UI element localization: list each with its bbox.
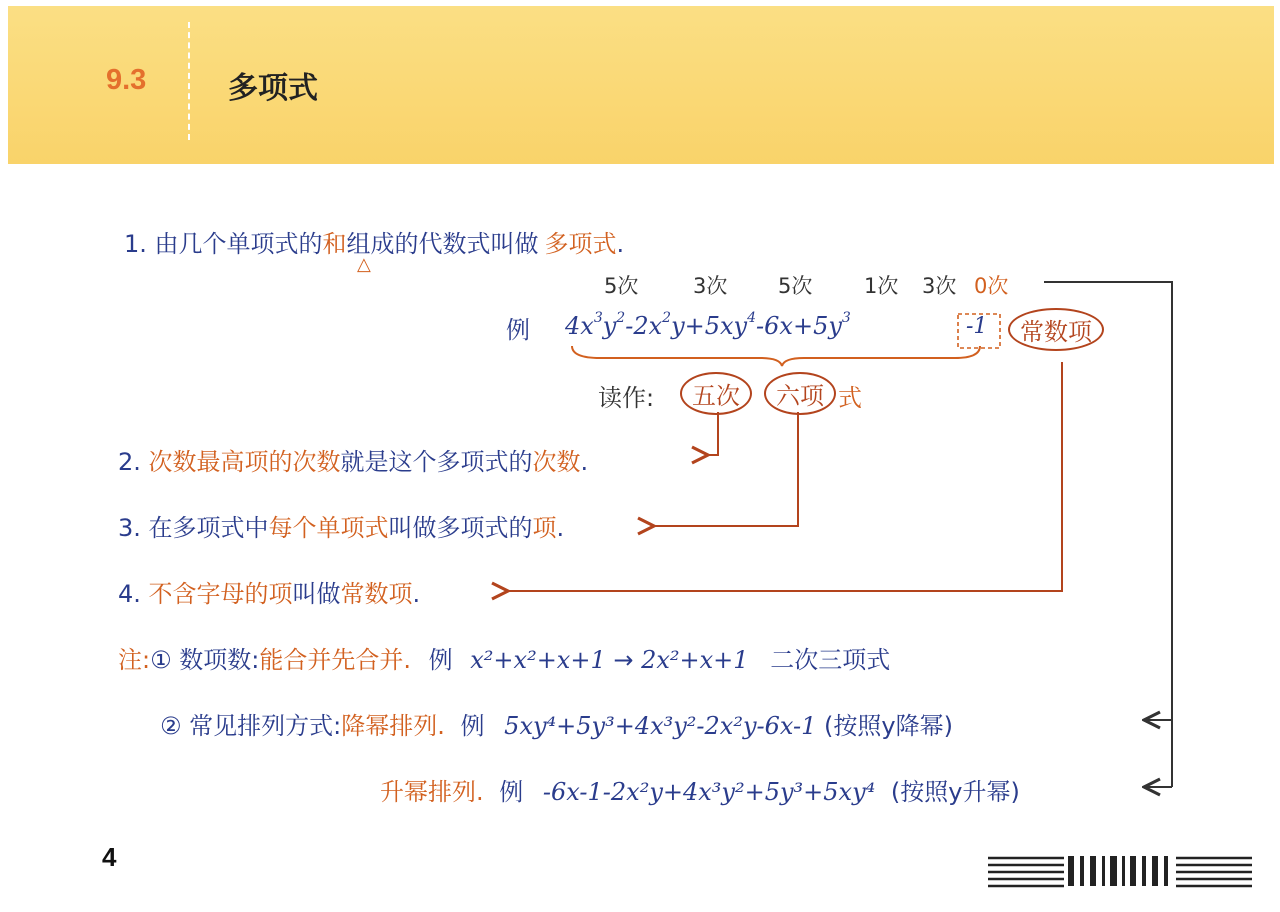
- publisher-logo: [988, 854, 1252, 888]
- connector-degree: [706, 412, 718, 455]
- read-suffix: 式: [838, 384, 862, 412]
- note-2: ② 常见排列方式:降幂排列. 例 5xy⁴+5y³+4x³y²-2x²y-6x-1 (按照y降幂): [160, 712, 953, 740]
- definition-line-3: 3. 在多项式中每个单项式叫做多项式的项.: [118, 514, 565, 542]
- definition-line-2: 2. 次数最高项的次数就是这个多项式的次数.: [118, 448, 589, 476]
- degree-label-6: 0次: [974, 274, 1009, 298]
- example-polynomial: $4x^3y^2-2x^2y+5xy^4-6x+5y^3$: [565, 310, 851, 340]
- brace: [572, 346, 980, 366]
- def1-keyword-sum: 和: [322, 230, 347, 258]
- degree-label-1: 5次: [604, 274, 639, 298]
- read-degree-circle: 五次: [680, 372, 752, 415]
- def1-keyword-polynomial: 多项式: [544, 230, 617, 258]
- constant-term-label: 常数项: [1008, 308, 1104, 351]
- def1-middle: 组成的代数式叫做: [346, 230, 539, 258]
- note-3: 升幂排列. 例 -6x-1-2x²y+4x³y²+5y³+5xy⁴ (按照y升幂): [380, 778, 1020, 806]
- triangle-mark: △: [357, 254, 371, 275]
- constant-term: -1: [966, 314, 988, 339]
- connector-constant: [506, 362, 1062, 591]
- degree-label-2: 3次: [693, 274, 728, 298]
- connector-ordering: [1044, 282, 1172, 787]
- read-terms-circle: 六项: [764, 372, 836, 415]
- section-title: 多项式: [228, 71, 318, 106]
- degree-label-4: 1次: [864, 274, 899, 298]
- note-1: 注:① 数项数:能合并先合并. 例 x²+x²+x+1 → 2x²+x+1 二次三项式: [118, 646, 891, 674]
- example-label: 例: [506, 316, 530, 344]
- section-number: 9.3: [106, 64, 147, 96]
- def1-prefix: 1. 由几个单项式的: [124, 230, 323, 258]
- degree-label-5: 3次: [922, 274, 957, 298]
- connector-terms: [652, 412, 798, 526]
- definition-line-4: 4. 不含字母的项叫做常数项.: [118, 580, 421, 608]
- page-number: 4: [102, 842, 117, 872]
- constant-box: [958, 314, 1000, 348]
- degree-label-3: 5次: [778, 274, 813, 298]
- read-as-label: 读作:: [598, 384, 655, 412]
- def1-end: .: [616, 230, 625, 258]
